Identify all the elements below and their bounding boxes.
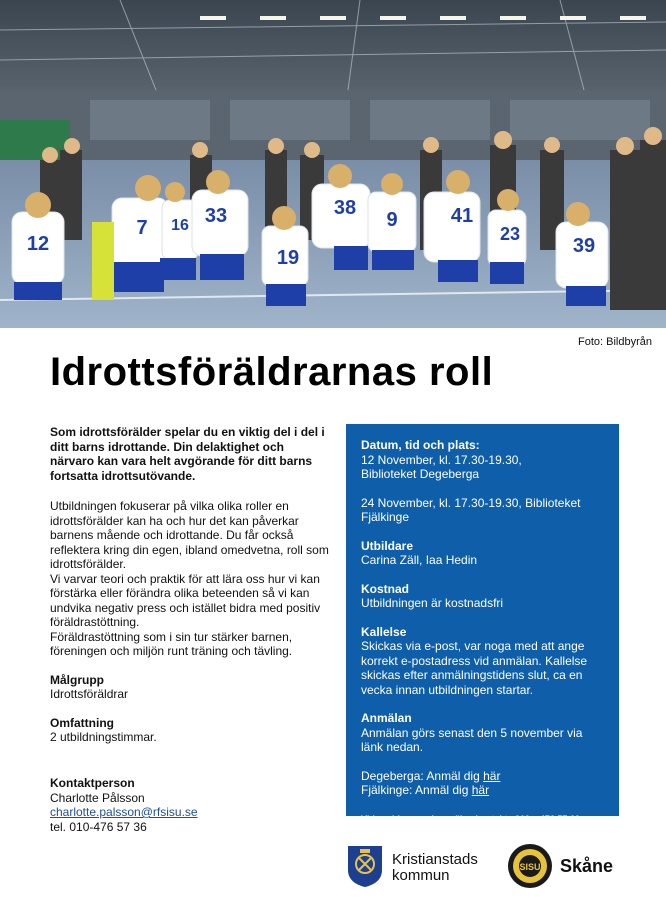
intro-lead: Som idrottsförälder spelar du en viktig del i del i ditt barns idrottande. Din delaktighet och närvaro kan vara helt avgörande för ditt barns fortsatta idrottsutövande. — [50, 425, 325, 483]
hero-photo — [0, 0, 666, 328]
omfattning-value: 2 utbildningstimmar. — [50, 730, 157, 744]
problem-note: Vid problem med anmälan kontakta 010 – 476 57 60. — [361, 813, 583, 824]
sisu-mark: SISU — [519, 862, 541, 872]
jersey-number: 23 — [499, 224, 521, 244]
photo-credit: Foto: Bildbyrån — [578, 336, 652, 348]
sisu-logo — [506, 842, 554, 890]
contact-label: Kontaktperson — [50, 776, 135, 790]
jersey-number: 19 — [276, 247, 300, 269]
fjalkinge-signup — [361, 783, 605, 798]
datum-2: 24 November, kl. 17.30-19.30, Biblioteket Fjälkinge — [361, 495, 581, 524]
logo-row — [346, 838, 636, 898]
malgrupp-label: Målgrupp — [50, 672, 104, 687]
contact-name: Charlotte Pålsson — [50, 790, 145, 805]
region-wordmark: Skåne — [560, 856, 614, 876]
utbildare-label: Utbildare — [361, 538, 414, 553]
jersey-number: 7 — [136, 217, 148, 239]
malgrupp-value: Idrottsföräldrar — [50, 687, 129, 701]
fjalkinge-signup-link[interactable]: här — [471, 783, 490, 797]
kommun-line1: Kristianstads — [392, 851, 478, 868]
intro-paragraph: Föräldrastöttning som i sin tur stärker barnen, föreningen och miljön runt träning och tävling. — [50, 629, 293, 658]
utbildare-value: Carina Zäll, Iaa Hedin — [361, 553, 478, 567]
datum-1-line2: Biblioteket Degeberga — [361, 467, 480, 481]
fjalkinge-signup-text: Fjälkinge: Anmäl dig — [361, 783, 472, 797]
degeberga-signup-link[interactable]: här — [483, 768, 501, 783]
info-panel — [346, 424, 619, 824]
contact-phone: tel. 010-476 57 36 — [50, 819, 147, 834]
contact-block — [50, 776, 330, 834]
kostnad-value: Utbildningen är kostnadsfri — [361, 596, 504, 610]
jersey-number: 16 — [171, 217, 189, 234]
jersey-number: 41 — [450, 205, 474, 227]
degeberga-signup-text: Degeberga: Anmäl dig — [361, 768, 484, 783]
omfattning-label: Omfattning — [50, 715, 114, 730]
jersey-number: 12 — [26, 233, 50, 255]
anmalan-value: Anmälan görs senast den 5 november via länk nedan. — [361, 725, 583, 754]
anmalan-label: Anmälan — [361, 711, 412, 725]
datum-1-line1: 12 November, kl. 17.30-19.30, — [361, 452, 522, 467]
kallelse-label: Kallelse — [361, 624, 407, 639]
kommun-line2: kommun — [392, 867, 450, 884]
page-title: Idrottsföräldrarnas roll — [50, 350, 494, 394]
contact-email-link[interactable]: charlotte.palsson@rfsisu.se — [50, 805, 198, 819]
degeberga-signup — [361, 769, 605, 784]
intro-paragraph: Utbildningen fokuserar på vilka olika roller en idrottsförälder kan ha och hur det kan påverkar barnens mående och idrottande. Du får också reflektera kring din egen, ibland omedvetna, roll som idrottsförälder. — [50, 499, 329, 571]
jersey-number: 9 — [386, 209, 398, 231]
intro-column — [50, 425, 330, 745]
jersey-number: 33 — [204, 205, 228, 227]
jersey-number: 39 — [572, 235, 596, 257]
jersey-number: 38 — [333, 197, 357, 219]
kallelse-value: Skickas via e-post, var noga med att ange korrekt e-postadress vid anmälan. Kallelse skickas efter anmälningstidens slut, ca en vecka innan utbildningen startar. — [361, 639, 588, 697]
intro-paragraph: Vi varvar teori och praktik för att lära oss hur vi kan förstärka eller förändra olika beteenden så vi kan undvika negativ press och istället bidra med positiv föräldrastöttning. — [50, 571, 321, 629]
kostnad-label: Kostnad — [361, 581, 409, 596]
kristianstad-shield-logo — [346, 844, 384, 888]
kristianstad-wordmark — [392, 852, 478, 884]
datum-label: Datum, tid och plats: — [361, 438, 480, 452]
handball-team-photo — [0, 0, 666, 328]
